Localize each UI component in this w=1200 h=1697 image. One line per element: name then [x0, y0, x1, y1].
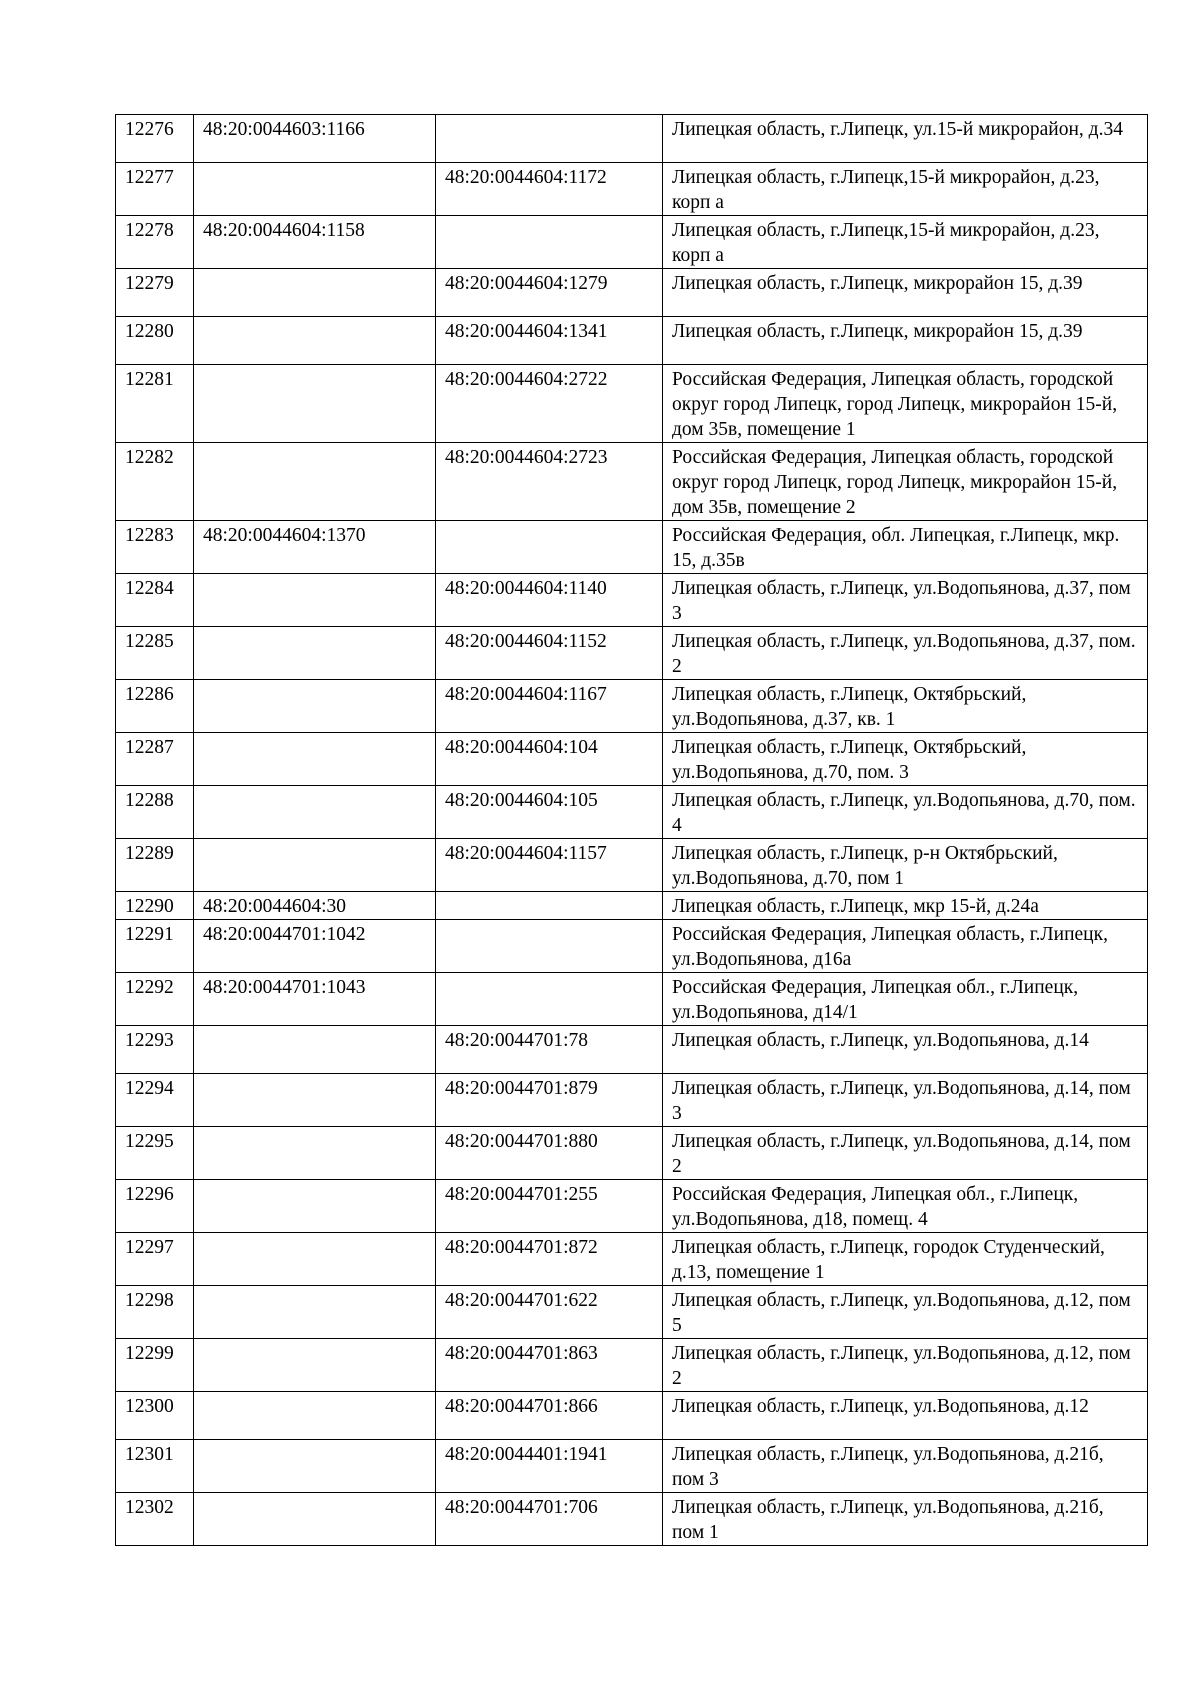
land-cadastral-number [194, 163, 436, 216]
address: Липецкая область, г.Липецк,15-й микрорайон, д.23, корп а [663, 163, 1148, 216]
row-number: 12283 [116, 521, 194, 574]
table-row [116, 1286, 1148, 1339]
table-row [116, 1493, 1148, 1546]
object-cadastral-number: 48:20:0044604:1279 [436, 269, 663, 317]
table-row [116, 115, 1148, 163]
table-row [116, 680, 1148, 733]
table-row [116, 786, 1148, 839]
land-cadastral-number [194, 786, 436, 839]
land-cadastral-number: 48:20:0044701:1042 [194, 920, 436, 973]
row-number: 12293 [116, 1026, 194, 1074]
row-number: 12297 [116, 1233, 194, 1286]
land-cadastral-number [194, 680, 436, 733]
object-cadastral-number: 48:20:0044701:866 [436, 1392, 663, 1440]
land-cadastral-number: 48:20:0044604:1370 [194, 521, 436, 574]
table-row [116, 574, 1148, 627]
address: Липецкая область, г.Липецк,15-й микрорайон, д.23, корп а [663, 216, 1148, 269]
row-number: 12301 [116, 1440, 194, 1493]
address: Российская Федерация, Липецкая область, г.Липецк, ул.Водопьянова, д16а [663, 920, 1148, 973]
object-cadastral-number: 48:20:0044701:622 [436, 1286, 663, 1339]
table-row [116, 1339, 1148, 1392]
object-cadastral-number: 48:20:0044701:879 [436, 1074, 663, 1127]
row-number: 12296 [116, 1180, 194, 1233]
land-cadastral-number: 48:20:0044604:30 [194, 892, 436, 920]
row-number: 12281 [116, 365, 194, 443]
table-body [116, 115, 1148, 1546]
table-row [116, 163, 1148, 216]
address: Липецкая область, г.Липецк, городок Студенческий, д.13, помещение 1 [663, 1233, 1148, 1286]
row-number: 12302 [116, 1493, 194, 1546]
row-number: 12291 [116, 920, 194, 973]
land-cadastral-number [194, 443, 436, 521]
address: Липецкая область, г.Липецк, микрорайон 15, д.39 [663, 269, 1148, 317]
table-row [116, 1233, 1148, 1286]
object-cadastral-number: 48:20:0044401:1941 [436, 1440, 663, 1493]
address: Липецкая область, г.Липецк, мкр 15-й, д.24а [663, 892, 1148, 920]
address: Российская Федерация, Липецкая обл., г.Липецк, ул.Водопьянова, д18, помещ. 4 [663, 1180, 1148, 1233]
address: Липецкая область, г.Липецк, ул.15-й микрорайон, д.34 [663, 115, 1148, 163]
table-row [116, 892, 1148, 920]
land-cadastral-number: 48:20:0044603:1166 [194, 115, 436, 163]
object-cadastral-number: 48:20:0044701:255 [436, 1180, 663, 1233]
table-row [116, 839, 1148, 892]
object-cadastral-number: 48:20:0044604:2723 [436, 443, 663, 521]
land-cadastral-number [194, 1026, 436, 1074]
address: Липецкая область, г.Липецк, ул.Водопьянова, д.14, пом 3 [663, 1074, 1148, 1127]
table-row [116, 521, 1148, 574]
row-number: 12290 [116, 892, 194, 920]
land-cadastral-number [194, 269, 436, 317]
address: Липецкая область, г.Липецк, ул.Водопьянова, д.12 [663, 1392, 1148, 1440]
row-number: 12289 [116, 839, 194, 892]
table-row [116, 1392, 1148, 1440]
address: Российская Федерация, обл. Липецкая, г.Липецк, мкр. 15, д.35в [663, 521, 1148, 574]
land-cadastral-number: 48:20:0044604:1158 [194, 216, 436, 269]
table-row [116, 1127, 1148, 1180]
row-number: 12300 [116, 1392, 194, 1440]
land-cadastral-number [194, 317, 436, 365]
row-number: 12295 [116, 1127, 194, 1180]
table-row [116, 733, 1148, 786]
table-row [116, 1026, 1148, 1074]
row-number: 12299 [116, 1339, 194, 1392]
address: Липецкая область, г.Липецк, ул.Водопьянова, д.70, пом. 4 [663, 786, 1148, 839]
land-cadastral-number [194, 1180, 436, 1233]
address: Липецкая область, г.Липецк, ул.Водопьянова, д.37, пом 3 [663, 574, 1148, 627]
table-row [116, 216, 1148, 269]
table-row [116, 627, 1148, 680]
address: Российская Федерация, Липецкая область, городской округ город Липецк, город Липецк, микрорайон 15-й, дом 35в, помещение 1 [663, 365, 1148, 443]
land-cadastral-number [194, 1233, 436, 1286]
object-cadastral-number: 48:20:0044701:863 [436, 1339, 663, 1392]
address: Липецкая область, г.Липецк, микрорайон 15, д.39 [663, 317, 1148, 365]
address: Липецкая область, г.Липецк, Октябрьский, ул.Водопьянова, д.37, кв. 1 [663, 680, 1148, 733]
object-cadastral-number: 48:20:0044701:880 [436, 1127, 663, 1180]
object-cadastral-number: 48:20:0044701:872 [436, 1233, 663, 1286]
land-cadastral-number [194, 839, 436, 892]
row-number: 12278 [116, 216, 194, 269]
object-cadastral-number [436, 973, 663, 1026]
address: Липецкая область, г.Липецк, ул.Водопьянова, д.21б, пом 1 [663, 1493, 1148, 1546]
object-cadastral-number: 48:20:0044604:1172 [436, 163, 663, 216]
table-row [116, 1440, 1148, 1493]
object-cadastral-number: 48:20:0044701:78 [436, 1026, 663, 1074]
object-cadastral-number [436, 521, 663, 574]
table-row [116, 920, 1148, 973]
land-cadastral-number: 48:20:0044701:1043 [194, 973, 436, 1026]
property-registry-table [115, 114, 1148, 1546]
table-row [116, 973, 1148, 1026]
object-cadastral-number: 48:20:0044604:1157 [436, 839, 663, 892]
object-cadastral-number [436, 216, 663, 269]
land-cadastral-number [194, 627, 436, 680]
object-cadastral-number: 48:20:0044604:1140 [436, 574, 663, 627]
address: Российская Федерация, Липецкая область, городской округ город Липецк, город Липецк, микрорайон 15-й, дом 35в, помещение 2 [663, 443, 1148, 521]
object-cadastral-number [436, 920, 663, 973]
land-cadastral-number [194, 1493, 436, 1546]
row-number: 12280 [116, 317, 194, 365]
land-cadastral-number [194, 1074, 436, 1127]
row-number: 12282 [116, 443, 194, 521]
row-number: 12294 [116, 1074, 194, 1127]
address: Липецкая область, г.Липецк, ул.Водопьянова, д.12, пом 2 [663, 1339, 1148, 1392]
object-cadastral-number: 48:20:0044604:2722 [436, 365, 663, 443]
land-cadastral-number [194, 574, 436, 627]
table-row [116, 365, 1148, 443]
row-number: 12285 [116, 627, 194, 680]
row-number: 12286 [116, 680, 194, 733]
address: Липецкая область, г.Липецк, ул.Водопьянова, д.14 [663, 1026, 1148, 1074]
land-cadastral-number [194, 1392, 436, 1440]
object-cadastral-number [436, 115, 663, 163]
address: Липецкая область, г.Липецк, ул.Водопьянова, д.12, пом 5 [663, 1286, 1148, 1339]
object-cadastral-number: 48:20:0044701:706 [436, 1493, 663, 1546]
land-cadastral-number [194, 1127, 436, 1180]
land-cadastral-number [194, 365, 436, 443]
address: Липецкая область, г.Липецк, ул.Водопьянова, д.37, пом. 2 [663, 627, 1148, 680]
address: Липецкая область, г.Липецк, ул.Водопьянова, д.14, пом 2 [663, 1127, 1148, 1180]
table-row [116, 443, 1148, 521]
land-cadastral-number [194, 1440, 436, 1493]
address: Липецкая область, г.Липецк, Октябрьский, ул.Водопьянова, д.70, пом. 3 [663, 733, 1148, 786]
row-number: 12284 [116, 574, 194, 627]
table-row [116, 317, 1148, 365]
land-cadastral-number [194, 1286, 436, 1339]
land-cadastral-number [194, 733, 436, 786]
table-row [116, 269, 1148, 317]
object-cadastral-number: 48:20:0044604:1152 [436, 627, 663, 680]
object-cadastral-number: 48:20:0044604:1341 [436, 317, 663, 365]
address: Липецкая область, г.Липецк, р-н Октябрьский, ул.Водопьянова, д.70, пом 1 [663, 839, 1148, 892]
table-row [116, 1180, 1148, 1233]
address: Российская Федерация, Липецкая обл., г.Липецк, ул.Водопьянова, д14/1 [663, 973, 1148, 1026]
land-cadastral-number [194, 1339, 436, 1392]
object-cadastral-number [436, 892, 663, 920]
row-number: 12277 [116, 163, 194, 216]
row-number: 12276 [116, 115, 194, 163]
object-cadastral-number: 48:20:0044604:1167 [436, 680, 663, 733]
row-number: 12292 [116, 973, 194, 1026]
row-number: 12298 [116, 1286, 194, 1339]
address: Липецкая область, г.Липецк, ул.Водопьянова, д.21б, пом 3 [663, 1440, 1148, 1493]
row-number: 12279 [116, 269, 194, 317]
table-row [116, 1074, 1148, 1127]
row-number: 12287 [116, 733, 194, 786]
object-cadastral-number: 48:20:0044604:105 [436, 786, 663, 839]
row-number: 12288 [116, 786, 194, 839]
object-cadastral-number: 48:20:0044604:104 [436, 733, 663, 786]
